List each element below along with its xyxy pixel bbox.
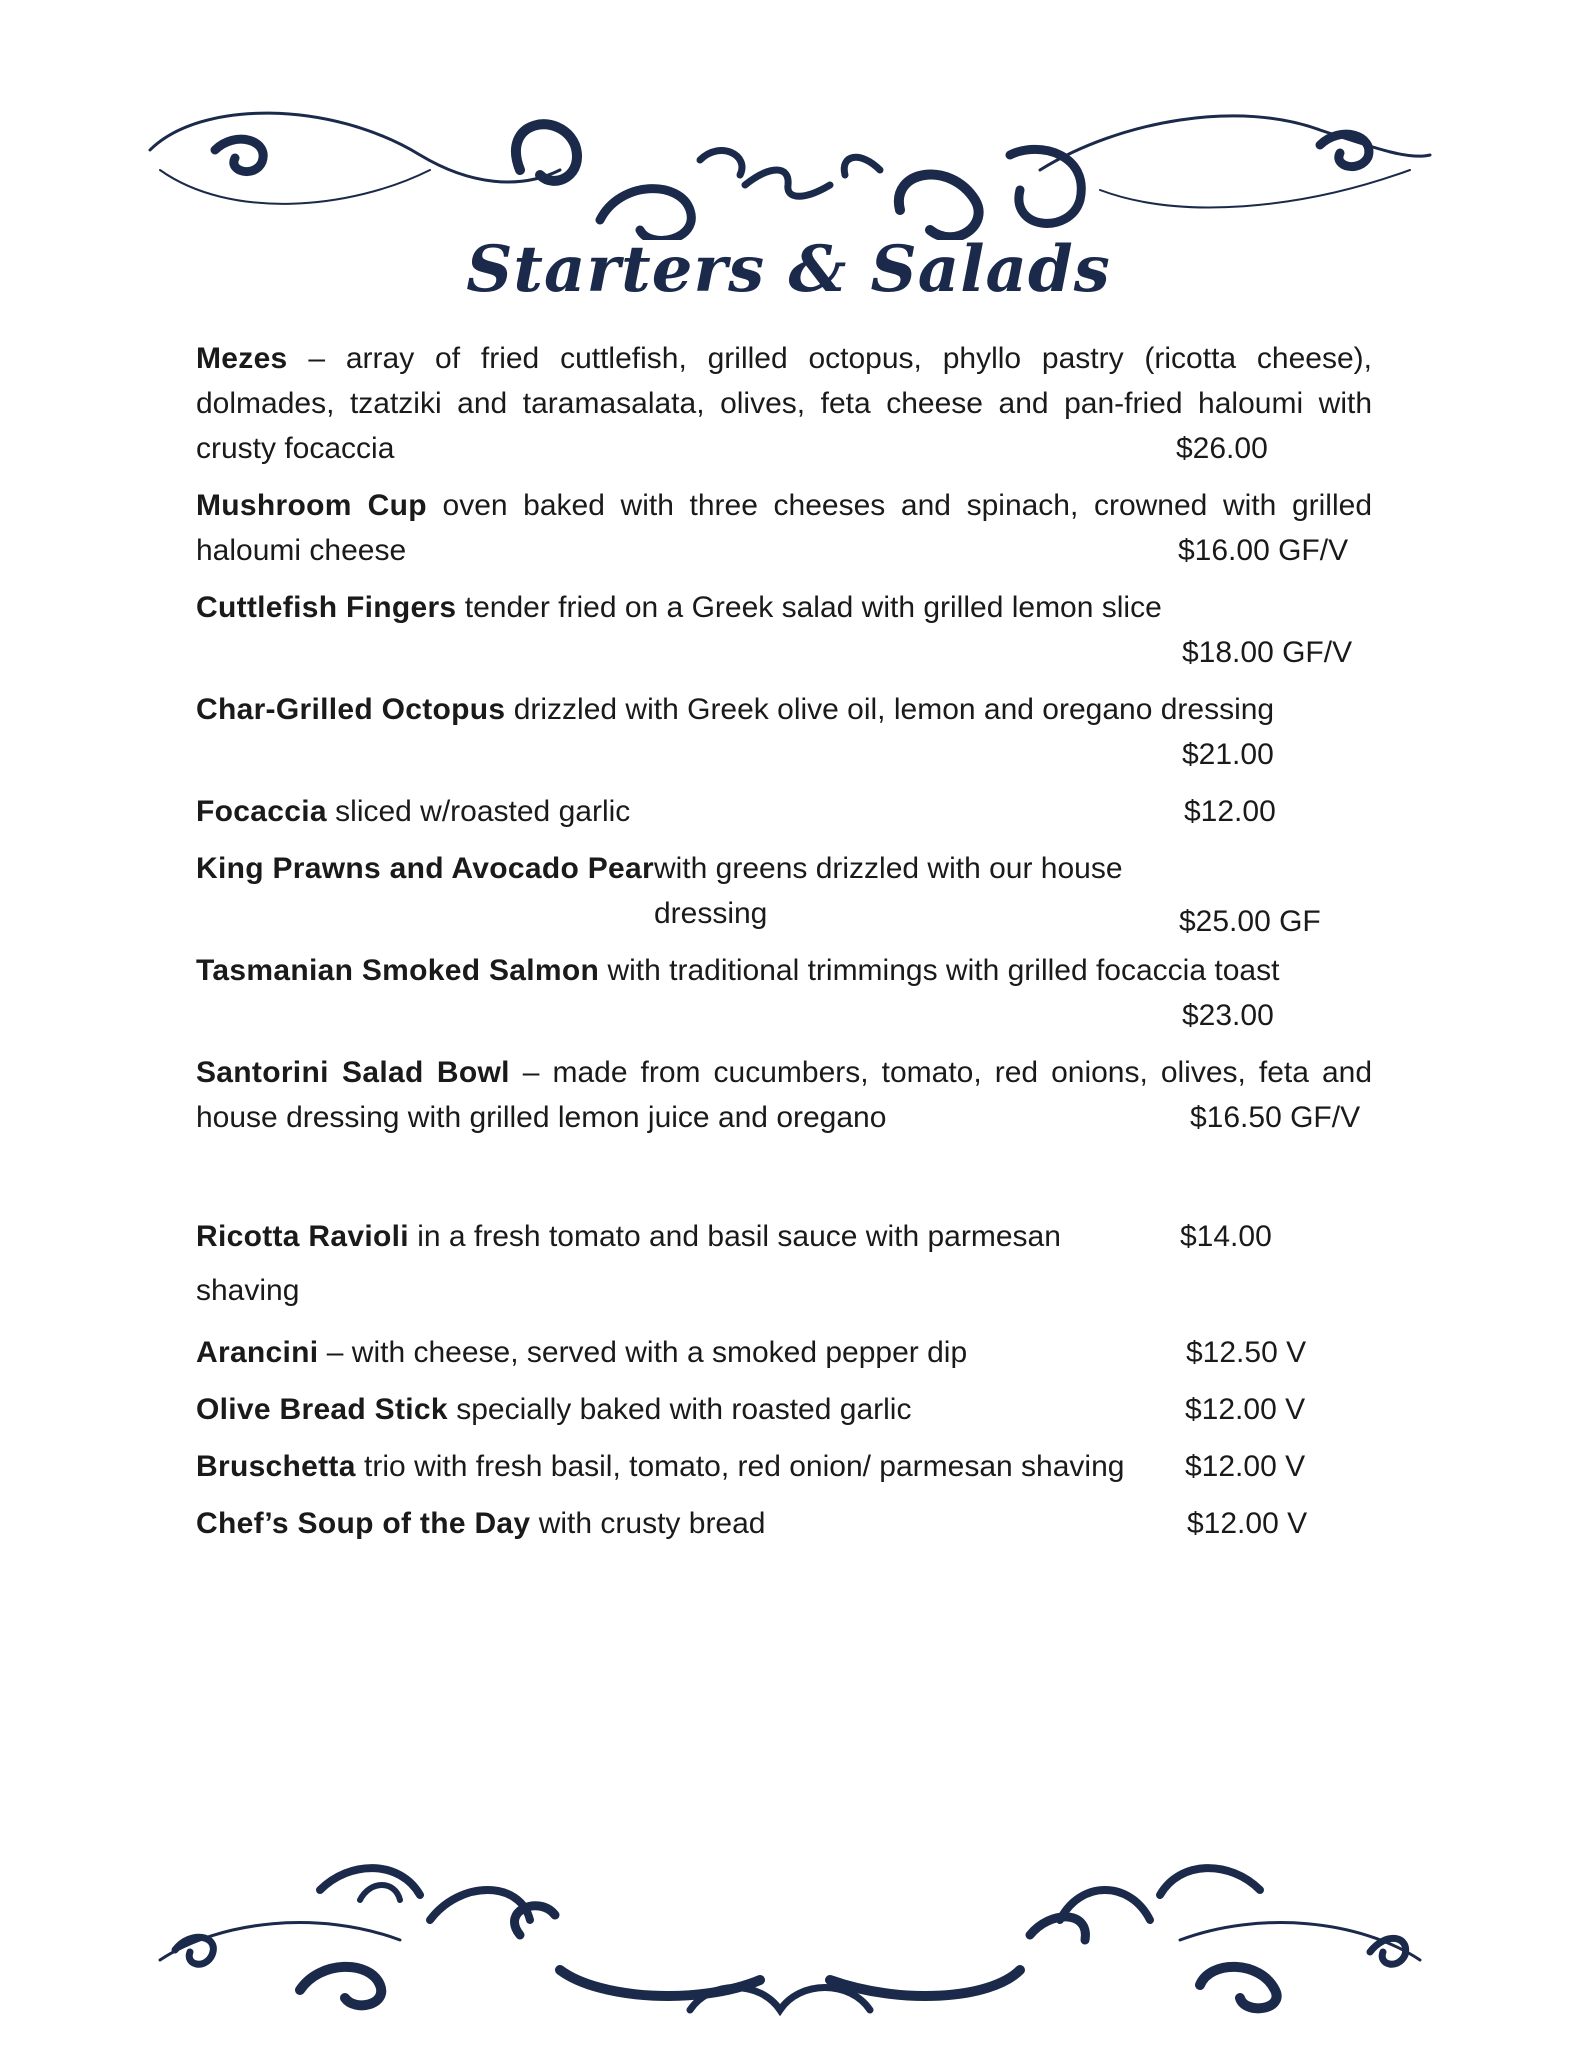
- item-price: $16.50 GF/V: [1182, 1095, 1360, 1140]
- item-price: $18.00 GF/V: [1182, 636, 1353, 669]
- menu-list: [196, 336, 1372, 1558]
- item-name: Olive Bread Stick: [196, 1393, 448, 1426]
- menu-item-olive-bread-stick: [196, 1387, 1372, 1432]
- item-name: Mushroom Cup: [196, 489, 427, 522]
- menu-item-santorini-salad: [196, 1050, 1372, 1140]
- menu-item-ricotta-ravioli: [196, 1210, 1372, 1318]
- item-description: with greens drizzled with our house dressing: [653, 852, 1123, 930]
- item-name: Char-Grilled Octopus: [196, 693, 506, 726]
- item-price: $25.00 GF: [1179, 905, 1321, 938]
- item-price: $23.00: [1182, 999, 1274, 1032]
- menu-item-char-grilled-octopus: [196, 687, 1372, 777]
- item-price: $26.00: [1176, 432, 1268, 465]
- item-name: Santorini Salad Bowl: [196, 1056, 510, 1089]
- item-name: Bruschetta: [196, 1450, 356, 1483]
- scroll-flourish-icon: [0, 60, 1577, 240]
- item-description: oven baked with three cheeses and spinach, crowned with grilled haloumi cheese: [196, 489, 1372, 567]
- menu-item-focaccia: [196, 789, 1372, 834]
- item-name: King Prawns and Avocado Pear: [196, 852, 654, 885]
- item-description: in a fresh tomato and basil sauce with parmesan shaving: [196, 1220, 1061, 1307]
- menu-item-mezes: [196, 336, 1372, 471]
- scroll-flourish-icon: [0, 1840, 1577, 2030]
- item-name: Focaccia: [196, 795, 327, 828]
- menu-item-king-prawns: [196, 846, 1372, 936]
- item-name: Ricotta Ravioli: [196, 1220, 409, 1253]
- item-price: $21.00: [1182, 738, 1274, 771]
- item-price: $12.00: [1184, 795, 1276, 828]
- item-price: $12.00 V: [1185, 1450, 1306, 1483]
- item-name: Chef’s Soup of the Day: [196, 1507, 531, 1540]
- item-price: $14.00: [1180, 1220, 1272, 1253]
- item-price: $12.50 V: [1186, 1336, 1307, 1369]
- item-description: sliced w/roasted garlic: [326, 795, 631, 828]
- item-price: $12.00 V: [1187, 1507, 1308, 1540]
- item-description: – array of fried cuttlefish, grilled octopus, phyllo pastry (ricotta cheese), dolmades, tzatziki and taramasalata, olives, feta cheese and pan-fried haloumi with crusty focaccia: [196, 342, 1372, 465]
- item-description: with traditional trimmings with grilled focaccia toast: [599, 954, 1280, 987]
- item-name: Mezes: [196, 342, 288, 375]
- item-description: – with cheese, served with a smoked pepper dip: [318, 1336, 968, 1369]
- item-description: with crusty bread: [530, 1507, 766, 1540]
- menu-item-cuttlefish-fingers: [196, 585, 1372, 675]
- item-price: $12.00 V: [1185, 1393, 1306, 1426]
- bottom-ornament: [0, 1840, 1577, 2030]
- item-name: Tasmanian Smoked Salmon: [196, 954, 600, 987]
- item-name: Cuttlefish Fingers: [196, 591, 457, 624]
- item-name: Arancini: [196, 1336, 319, 1369]
- item-price: $16.00 GF/V: [1178, 534, 1349, 567]
- item-description: trio with fresh basil, tomato, red onion/ parmesan shaving: [355, 1450, 1125, 1483]
- menu-item-arancini: [196, 1330, 1372, 1375]
- page-title: Starters & Salads: [466, 232, 1111, 307]
- menu-item-smoked-salmon: [196, 948, 1372, 1038]
- top-ornament: [0, 60, 1577, 240]
- item-description: tender fried on a Greek salad with grilled lemon slice: [456, 591, 1162, 624]
- section-gap: [196, 1152, 1372, 1210]
- item-description: drizzled with Greek olive oil, lemon and oregano dressing: [505, 693, 1275, 726]
- item-description: specially baked with roasted garlic: [447, 1393, 912, 1426]
- menu-item-bruschetta: [196, 1444, 1372, 1489]
- menu-item-soup-of-the-day: [196, 1501, 1372, 1546]
- menu-item-mushroom-cup: [196, 483, 1372, 573]
- item-description: – made from cucumbers, tomato, red onions, olives, feta and house dressing with grilled lemon juice and oregano: [196, 1056, 1373, 1134]
